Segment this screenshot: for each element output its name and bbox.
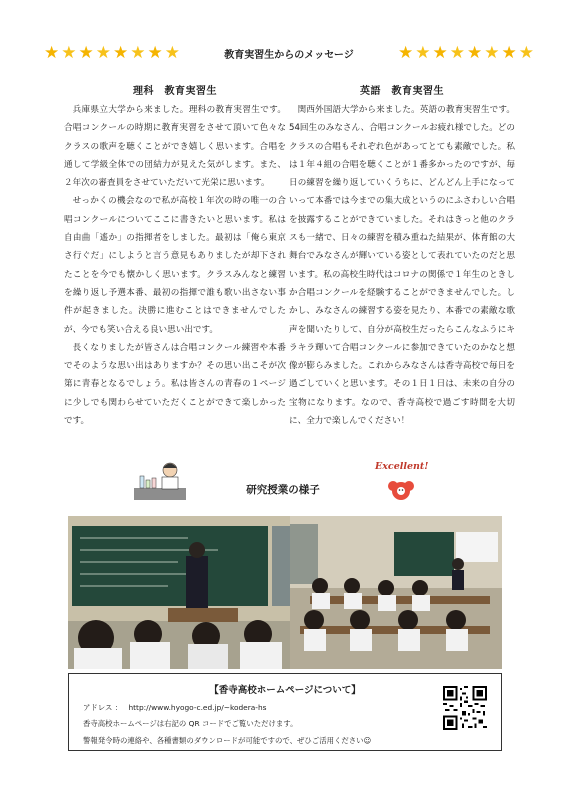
star-icon: ★ — [501, 42, 517, 63]
english-trainee-heading: 英語 教育実習生 — [360, 86, 444, 97]
star-icon: ★ — [130, 42, 146, 63]
star-icon: ★ — [61, 42, 77, 63]
star-icon: ★ — [164, 42, 180, 63]
homepage-link[interactable]: http://www.hyogo-c.ed.jp/~kodera-hs — [128, 703, 267, 712]
homepage-info-box — [68, 673, 502, 751]
star-icon: ★ — [398, 42, 414, 63]
address-label: アドレス — [83, 703, 113, 712]
science-trainee-heading: 理科 教育実習生 — [133, 86, 217, 97]
message-paragraph: 関西外国語大学から来ました。英語の教育実習生です。54回生のみなさん、合唱コンクールお疲れ様でした。どのクラスの合唱もそれぞれ色があってとても素敵でした。私は１年４組の合唱を聴くことが１番多かったのですが、毎日の練習を繰り返していくうちに、どんどん上手になっていって本番では今までの集大成というのにふさわしい合唱を披露することができていました。それはきっと他のクラスも一緒で、日々の練習を積み重ねた結果が、体育館の大舞台でみなさんが輝いている姿として表れていたのだと思います。私の高校生時代はコロナの関係で１年生のときしか合唱コンクールを経験することができませんでした。しかし、みなさんの練習する姿を見たり、本番での素敵な歌声を聞いたりして、自分が高校生だったらこんなふうにキラキラ輝いて合唱コンクールに参加できていたのかなと想像が膨らみました。これからみなさんは香寺高校で毎日を過ごしていくと思います。その１日１日は、未来の自分の宝物になります。なので、香寺高校で過ごす時間を大切に、全力で楽しんでください！ — [289, 105, 515, 427]
classroom-photo-right — [290, 516, 502, 669]
star-icon: ★ — [44, 42, 60, 63]
star-icon: ★ — [147, 42, 163, 63]
qr-note: 香寺高校ホームページは右記の QR コードでご覧いただけます。 — [83, 719, 298, 728]
right-star-row — [398, 42, 534, 63]
warning-note: 警報発令時の連絡や、各種書類のダウンロードが可能ですので、ぜひご活用ください☺ — [83, 736, 372, 745]
excellent-text: Excellent! — [375, 461, 429, 472]
left-star-row — [44, 42, 180, 63]
address-separator: ： — [114, 703, 123, 712]
qr-code-icon[interactable] — [443, 686, 487, 730]
message-banner — [44, 40, 534, 66]
section-title: 研究授業の様子 — [246, 484, 320, 496]
classroom-photo-left — [68, 516, 290, 669]
message-paragraph: 兵庫県立大学から来ました。理科の教育実習生です。合唱コンクールの時期に教育実習をさせて頂いて色々なクラスの歌声を聴くことができ嬉しく思います。合唱を通して学級全体での団結力が見えた気がします。また、２年次の審査員をさせていただいて光栄に思います。 — [64, 105, 286, 189]
star-icon: ★ — [78, 42, 94, 63]
star-icon: ★ — [484, 42, 500, 63]
star-icon: ★ — [449, 42, 465, 63]
star-icon: ★ — [415, 42, 431, 63]
message-paragraph: せっかくの機会なので私が高校１年次の時の唯一の合唱コンクールについてここに書きたいと思います。私は自由曲「遙か」の指揮者をしました。最初は「俺ら東京さ行ぐだ」にしようと言う意見もありましたが却下されたことを今でも懐かしく思います。クラスみんなと練習を繰り返し予選本番、最初の指揮で誰も歌い出さない事件が起きました。決勝に進むことはできませんでしたが、今でも笑い合える良い思い出です。 — [64, 196, 286, 335]
banner-title: 教育実習生からのメッセージ — [224, 49, 354, 61]
address-line — [83, 702, 266, 713]
message-paragraph: 長くなりましたが皆さんは合唱コンクール練習や本番でそのような思い出はありますか？その思い出こそが次第に青春となるでしょう。私は皆さんの青春の１ページに少しでも関わらせていただくことができて楽しかったです。 — [64, 342, 286, 427]
info-box-title: 【香寺高校ホームページについて】 — [209, 685, 361, 696]
english-trainee-message — [289, 82, 515, 430]
star-icon: ★ — [432, 42, 448, 63]
star-icon: ★ — [467, 42, 483, 63]
science-trainee-message — [64, 82, 286, 430]
star-icon: ★ — [113, 42, 129, 63]
star-icon: ★ — [95, 42, 111, 63]
star-icon: ★ — [518, 42, 534, 63]
